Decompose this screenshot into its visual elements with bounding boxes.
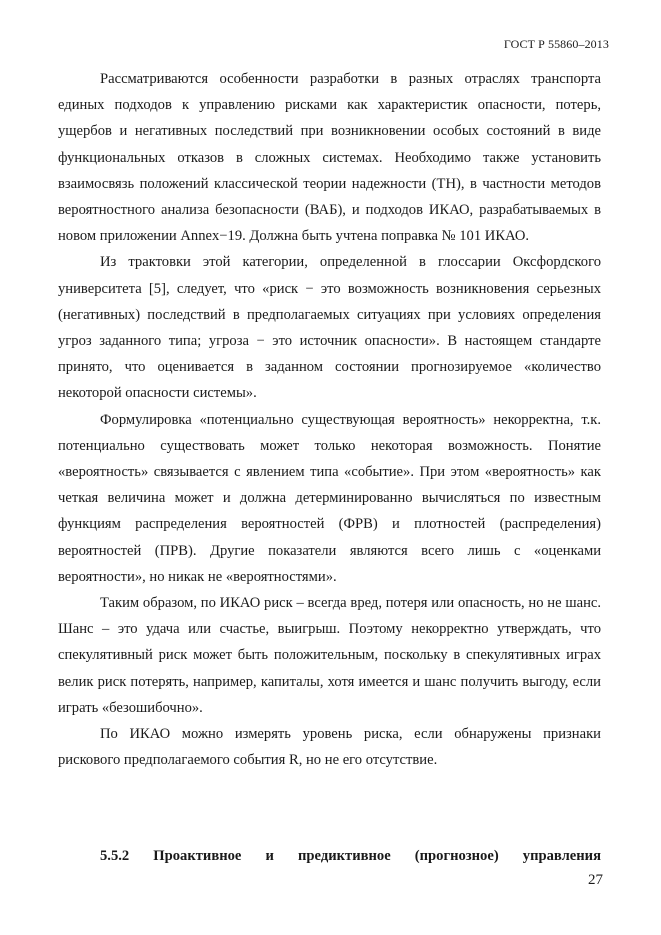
section-heading-word: управления — [522, 848, 601, 864]
body-text — [58, 66, 601, 773]
section-heading — [100, 848, 601, 865]
paragraph-2: Из трактовки этой категории, определенной в глоссарии Оксфордского университета [5], следует, что «риск − это возможность возникновения серьезных (негативных) последствий в предполагаемых ситуациях при условиях определения угроз заданного типа; угроза − это источник опасности». В настоящем стандарте принято, что оценивается в заданном состоянии прогнозируемое «количество некоторой опасности системы». — [58, 254, 601, 402]
section-heading-word: Проактивное — [153, 848, 242, 864]
document-code: ГОСТ Р 55860–2013 — [503, 37, 609, 51]
page-number: 27 — [588, 872, 603, 888]
section-heading-word: (прогнозное) — [414, 848, 499, 864]
section-heading-word: предиктивное — [298, 848, 391, 864]
paragraph-4: Таким образом, по ИКАО риск – всегда вред, потеря или опасность, но не шанс. Шанс – это удача или счастье, выигрыш. Поэтому некорректно утверждать, что спекулятивный риск может быть положительным, поскольку в спекулятивных играх велик риск потерять, например, капиталы, хотя имеется и шанс получить выгоду, если играть «безошибочно». — [58, 595, 601, 716]
section-heading-word: и — [265, 848, 274, 864]
paragraph-3: Формулировка «потенциально существующая вероятность» некорректна, т.к. потенциально существовать может только некоторая возможность. Понятие «вероятность» связывается с явлением типа «событие». При этом «вероятность» как четкая величина может и должна детерминированно вычисляться по известным функциям распределения вероятностей (ФРВ) и плотностей (распределения) вероятностей (ПРВ). Другие показатели являются всего лишь с «оценками вероятности», но никак не «вероятностями». — [58, 411, 601, 585]
paragraph-5: По ИКАО можно измерять уровень риска, если обнаружены признаки рискового предполагаемого события R, но не его отсутствие. — [58, 726, 601, 769]
paragraph-1: Рассматриваются особенности разработки в разных отраслях транспорта единых подходов к управлению рисками как характеристик опасности, потерь, ущербов и негативных последствий при возникновении особых состояний в виде функциональных отказов в сложных системах. Необходимо также установить взаимосвязь положений классической теории надежности (ТН), в частности методов вероятностного анализа безопасности (ВАБ), и подходов ИКАО, разрабатываемых в новом приложении Annex−19. Должна быть учтена поправка № 101 ИКАО. — [58, 71, 601, 245]
section-number: 5.5.2 — [100, 848, 130, 864]
